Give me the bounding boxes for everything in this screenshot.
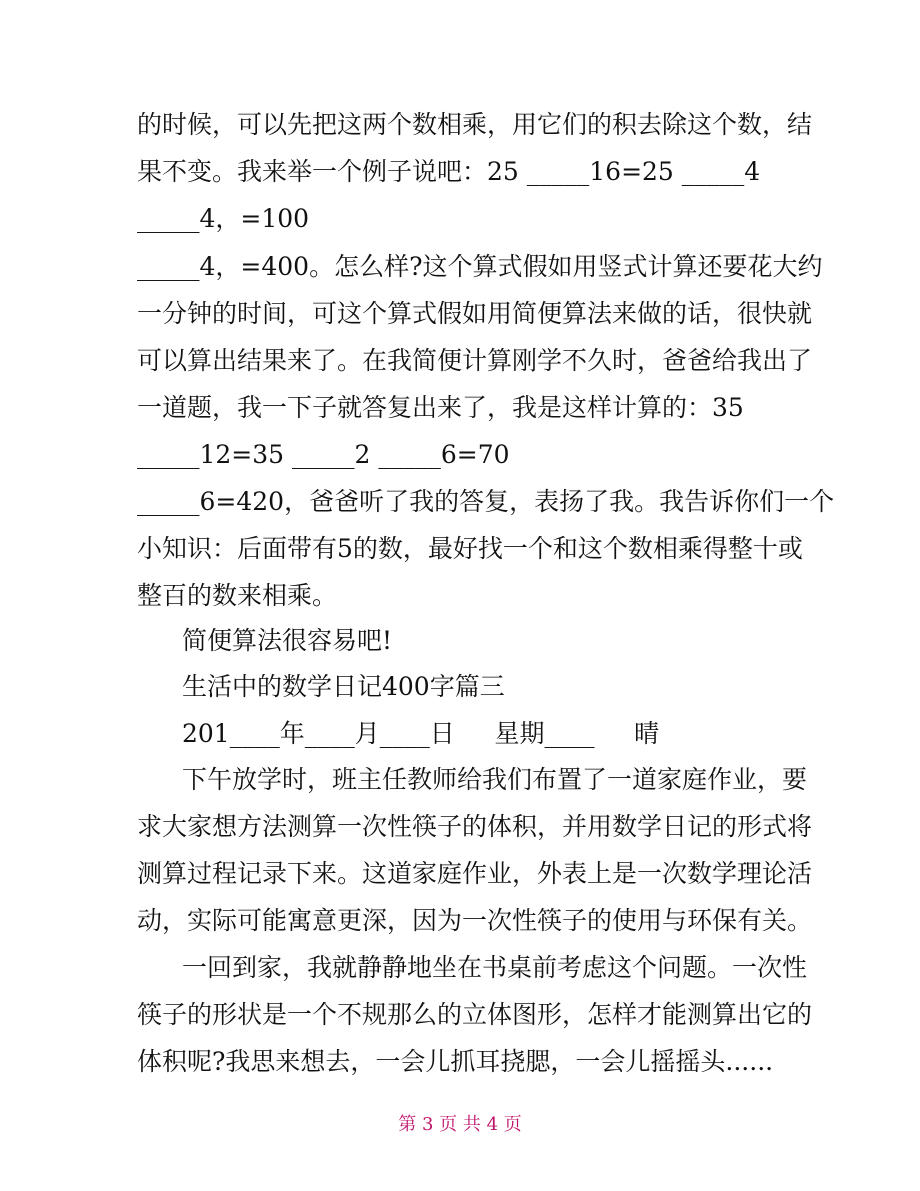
text-line: 简便算法很容易吧! (182, 626, 393, 655)
text-line: 整百的数来相乘。 (137, 581, 338, 610)
text-line: _____4，=100 (137, 204, 310, 233)
text-line: _____12=35 _____2 _____6=70 (137, 440, 510, 469)
text-line: 体积呢?我思来想去，一会儿抓耳挠腮，一会儿摇摇头...... (137, 1047, 774, 1076)
text-line: 一回到家，我就静静地坐在书桌前考虑这个问题。一次性 (182, 953, 808, 982)
text-line: 一分钟的时间，可这个算式假如用简便算法来做的话，很快就 (137, 299, 813, 328)
text-line: 动，实际可能寓意更深，因为一次性筷子的使用与环保有关。 (137, 906, 813, 935)
page-number-footer: 第 3 页 共 4 页 (398, 1114, 522, 1135)
text-line: 测算过程记录下来。这道家庭作业，外表上是一次数学理论活 (137, 859, 813, 888)
text-line: 果不变。我来举一个例子说吧：25 _____16=25 _____4 (137, 157, 761, 186)
text-line: _____4，=400。怎么样?这个算式假如用竖式计算还要花大约 (137, 252, 823, 281)
text-line: _____6=420，爸爸听了我的答复，表扬了我。我告诉你们一个 (137, 487, 835, 516)
text-line: 小知识：后面带有5的数，最好找一个和这个数相乘得整十或 (137, 534, 803, 563)
section-heading: 生活中的数学日记400字篇三 (182, 672, 505, 701)
text-line: 下午放学时，班主任教师给我们布置了一道家庭作业，要 (182, 765, 808, 794)
text-line: 的时候，可以先把这两个数相乘，用它们的积去除这个数，结 (137, 110, 813, 139)
text-line: 一道题，我一下子就答复出来了，我是这样计算的：35 (137, 393, 744, 422)
date-weather-line: 201____年____月____日 星期____ 晴 (182, 719, 660, 748)
text-line: 筷子的形状是一个不规那么的立体图形，怎样才能测算出它的 (137, 1000, 813, 1029)
text-line: 求大家想方法测算一次性筷子的体积，并用数学日记的形式将 (137, 812, 813, 841)
text-line: 可以算出结果来了。在我简便计算刚学不久时，爸爸给我出了 (137, 346, 813, 375)
